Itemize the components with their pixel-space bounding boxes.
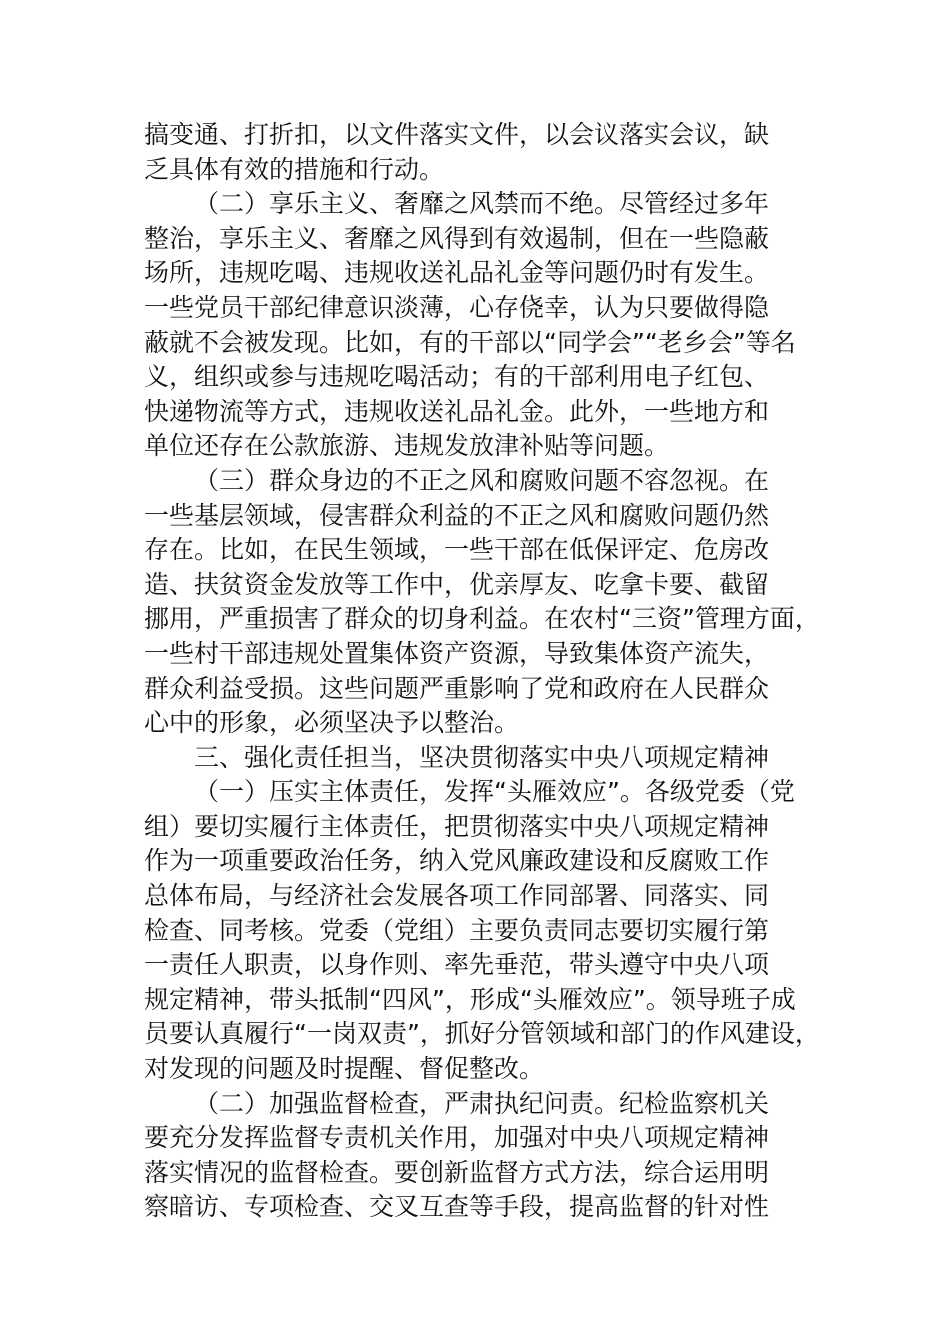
paragraph-hedonism: （二）享乐主义、奢靡之风禁而不绝。尽管经过多年 整治，享乐主义、奢靡之风得到有效遏制，但在一些隐蔽 场所，违规吃喝、违规收送礼品礼金等问题仍时有发生。 一些党员干部纪律意识淡薄，心存侥幸，认为只要做得隐 蔽就不会被发现。比如，有的干部以“同学会”“老乡会”等名 义，组织或参与违规吃喝活动；有的干部利用电子红包、 快递物流等方式，违规收送礼品礼金。此外，一些地方和 单位还存在公款旅游、违规发放津补贴等问题。: [144, 189, 796, 461]
document-body: [144, 118, 834, 1225]
paragraph-continuation: 搞变通、打折扣，以文件落实文件，以会议落实会议，缺 乏具体有效的措施和行动。: [144, 120, 770, 184]
paragraph-grassroots-corruption: （三）群众身边的不正之风和腐败问题不容忽视。在 一些基层领域，侵害群众利益的不正之风和腐败问题仍然 存在。比如，在民生领域，一些干部在低保评定、危房改 造、扶贫资金发放等工作中，优亲厚友、吃拿卡要、截留 挪用，严重损害了群众的切身利益。在农村“三资”管理方面， 一些村干部违规处置集体资产资源，导致集体资产流失， 群众利益受损。这些问题严重影响了党和政府在人民群众 心中的形象，必须坚决予以整治。: [144, 465, 820, 738]
paragraph-supervision: （二）加强监督检查，严肃执纪问责。纪检监察机关 要充分发挥监督专责机关作用，加强对中央八项规定精神 落实情况的监督检查。要创新监督方式方法，综合运用明 察暗访、专项检查、交叉互查等手段，提高监督的针对性: [144, 1088, 770, 1222]
paragraph-main-responsibility: （一）压实主体责任，发挥“头雁效应”。各级党委（党 组）要切实履行主体责任，把贯彻落实中央八项规定精神 作为一项重要政治任务，纳入党风廉政建设和反腐败工作 总体布局，与经济社会发展各项工作同部署、同落实、同 检查、同考核。党委（党组）主要负责同志要切实履行第 一责任人职责，以身作则、率先垂范，带头遵守中央八项 规定精神，带头抵制“四风”，形成“头雁效应”。领导班子成 员要认真履行“一岗双责”，抓好分管领域和部门的作风建设， 对发现的问题及时提醒、督促整改。: [144, 777, 820, 1084]
section-heading-3: 三、强化责任担当，坚决贯彻落实中央八项规定精神: [194, 742, 770, 772]
